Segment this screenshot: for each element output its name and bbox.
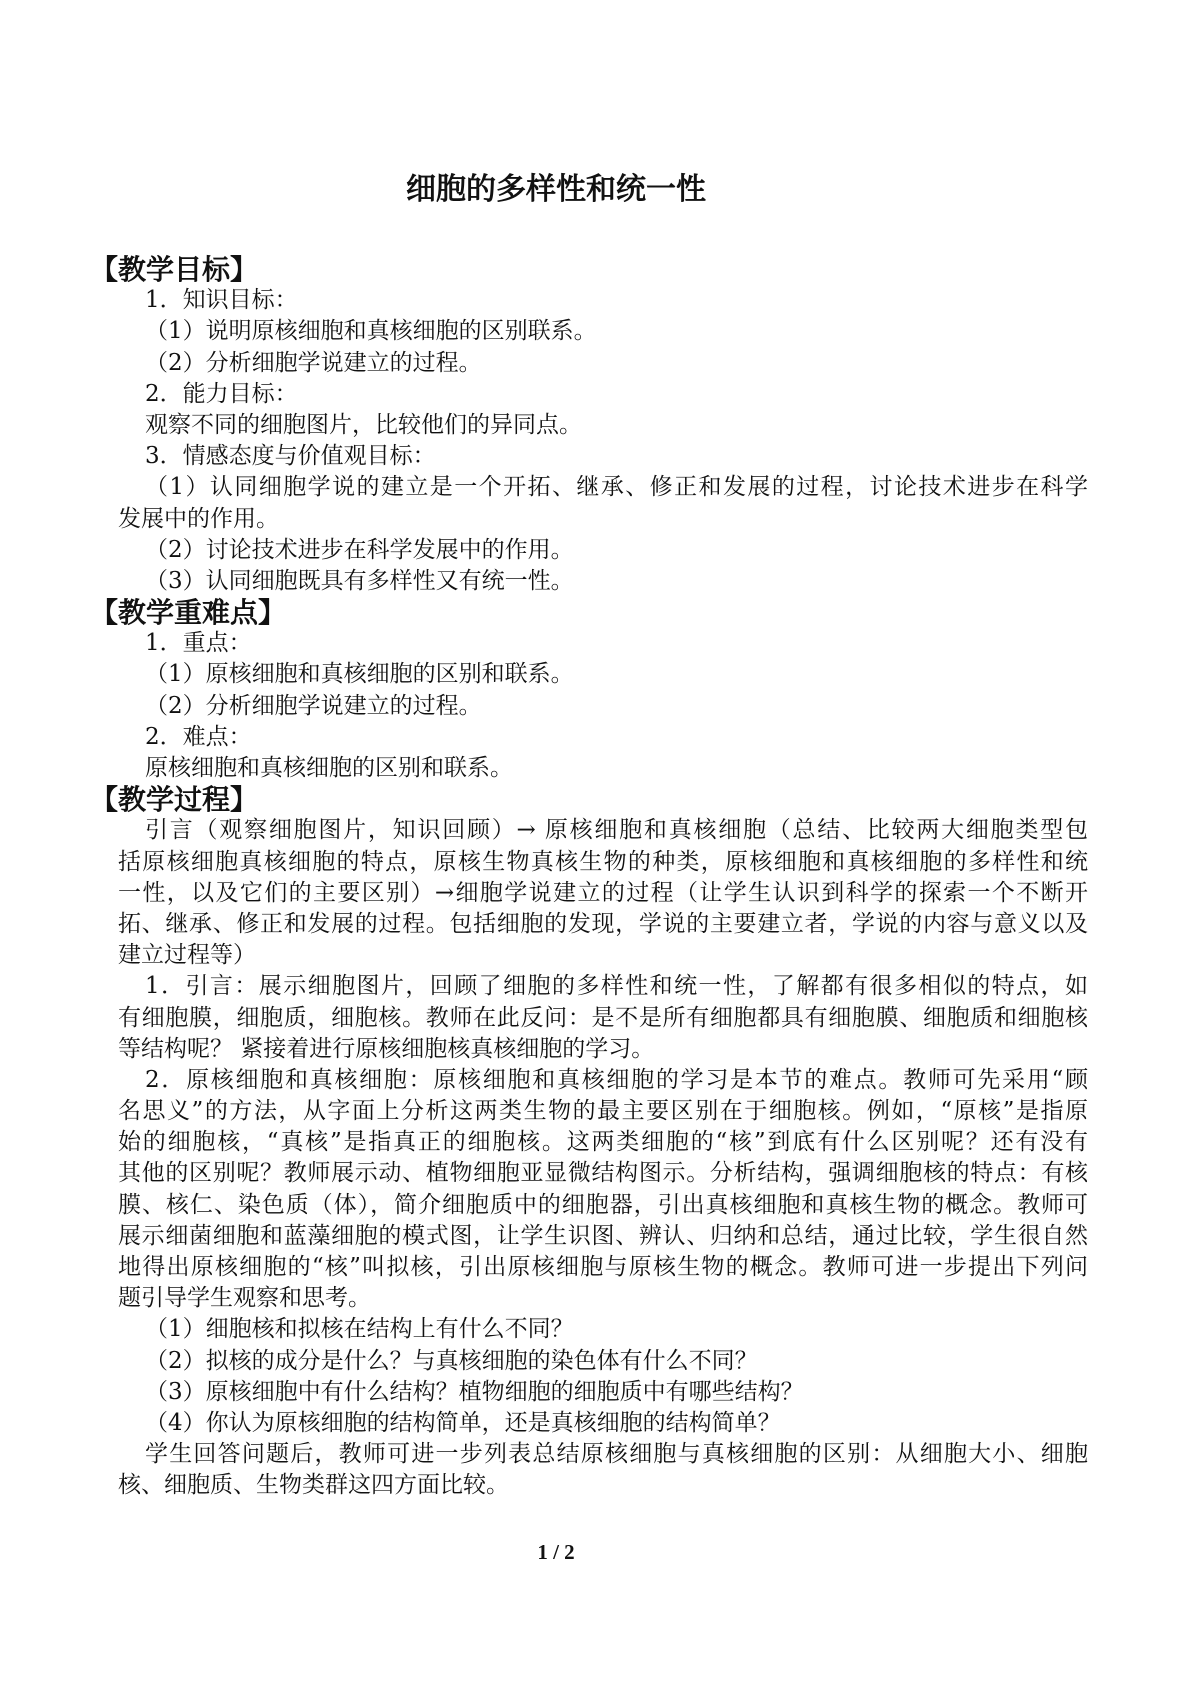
paragraph-line: 名思义”的方法，从字面上分析这两类生物的最主要区别在于细胞核。例如，“原核”是指原 <box>118 1098 1088 1125</box>
paragraph-line: 拓、继承、修正和发展的过程。包括细胞的发现，学说的主要建立者，学说的内容与意义以及 <box>118 910 1088 937</box>
subheading-key-points: 1．重点： <box>145 630 252 657</box>
subheading-attitude-goals: 3．情感态度与价值观目标： <box>145 443 436 470</box>
paragraph-line: 展示细菌细胞和蓝藻细胞的模式图，让学生识图、辨认、归纳和总结，通过比较，学生很自然 <box>118 1222 1088 1249</box>
paragraph-line: 膜、核仁、染色质（体），简介细胞质中的细胞器，引出真核细胞和真核生物的概念。教师可 <box>118 1191 1088 1218</box>
paragraph-line: 学生回答问题后，教师可进一步列表总结原核细胞与真核细胞的区别：从细胞大小、细胞 <box>145 1441 1088 1468</box>
question-item: （3）原核细胞中有什么结构？植物细胞的细胞质中有哪些结构？ <box>145 1378 804 1405</box>
list-item: （1）说明原核细胞和真核细胞的区别联系。 <box>145 318 597 345</box>
paragraph-line: 核、细胞质、生物类群这四方面比较。 <box>118 1472 509 1499</box>
page-number: 1 / 2 <box>537 1540 575 1564</box>
document-body <box>0 254 1191 1502</box>
question-item: （4）你认为原核细胞的结构简单，还是真核细胞的结构简单？ <box>145 1409 781 1436</box>
paragraph-line: 建立过程等） <box>118 942 256 969</box>
list-item: （2）分析细胞学说建立的过程。 <box>145 349 482 376</box>
list-item: （1）认同细胞学说的建立是一个开拓、继承、修正和发展的过程，讨论技术进步在科学 <box>145 474 1088 501</box>
subheading-knowledge-goals: 1．知识目标： <box>145 287 298 314</box>
paragraph-line: 地得出原核细胞的“核”叫拟核，引出原核细胞与原核生物的概念。教师可进一步提出下列问 <box>118 1254 1088 1280</box>
section-heading-key-difficult-points: 【教学重难点】 <box>90 597 287 629</box>
paragraph-line: 题引导学生观察和思考。 <box>118 1285 371 1312</box>
list-item: （2）分析细胞学说建立的过程。 <box>145 692 482 719</box>
list-item: （1）原核细胞和真核细胞的区别和联系。 <box>145 661 574 688</box>
paragraph-line: 观察不同的细胞图片，比较他们的异同点。 <box>145 411 582 438</box>
paragraph-line: 有细胞膜，细胞质，细胞核。教师在此反问：是不是所有细胞都具有细胞膜、细胞质和细胞核 <box>118 1004 1088 1031</box>
paragraph-line: 2．原核细胞和真核细胞：原核细胞和真核细胞的学习是本节的难点。教师可先采用“顾 <box>145 1066 1088 1093</box>
paragraph-line: 始的细胞核，“真核”是指真正的细胞核。这两类细胞的“核”到底有什么区别呢？还有没有 <box>118 1129 1088 1156</box>
list-item: （3）认同细胞既具有多样性又有统一性。 <box>145 567 574 594</box>
question-item: （2）拟核的成分是什么？与真核细胞的染色体有什么不同？ <box>145 1347 758 1374</box>
paragraph-line: 等结构呢？ 紧接着进行原核细胞核真核细胞的学习。 <box>118 1035 655 1062</box>
question-item: （1）细胞核和拟核在结构上有什么不同？ <box>145 1316 574 1343</box>
paragraph-line: 括原核细胞真核细胞的特点，原核生物真核生物的种类，原核细胞和真核细胞的多样性和统 <box>118 848 1088 875</box>
section-heading-teaching-objectives: 【教学目标】 <box>90 254 259 286</box>
paragraph-line: 引言（观察细胞图片，知识回顾）→ 原核细胞和真核细胞（总结、比较两大细胞类型包 <box>145 817 1088 844</box>
subheading-difficult-points: 2．难点： <box>145 723 252 750</box>
document-title: 细胞的多样性和统一性 <box>406 172 706 207</box>
paragraph-line: 其他的区别呢？教师展示动、植物细胞亚显微结构图示。分析结构，强调细胞核的特点：有核 <box>118 1160 1088 1187</box>
subheading-ability-goals: 2．能力目标： <box>145 380 298 407</box>
list-item-continuation: 发展中的作用。 <box>118 505 279 532</box>
paragraph-line: 一性，以及它们的主要区别）→细胞学说建立的过程（让学生认识到科学的探索一个不断开 <box>118 879 1088 906</box>
paragraph-line: 1．引言：展示细胞图片，回顾了细胞的多样性和统一性，了解都有很多相似的特点，如 <box>145 973 1088 1000</box>
section-heading-teaching-process: 【教学过程】 <box>90 784 259 816</box>
paragraph-line: 原核细胞和真核细胞的区别和联系。 <box>145 755 513 781</box>
list-item: （2）讨论技术进步在科学发展中的作用。 <box>145 536 574 563</box>
